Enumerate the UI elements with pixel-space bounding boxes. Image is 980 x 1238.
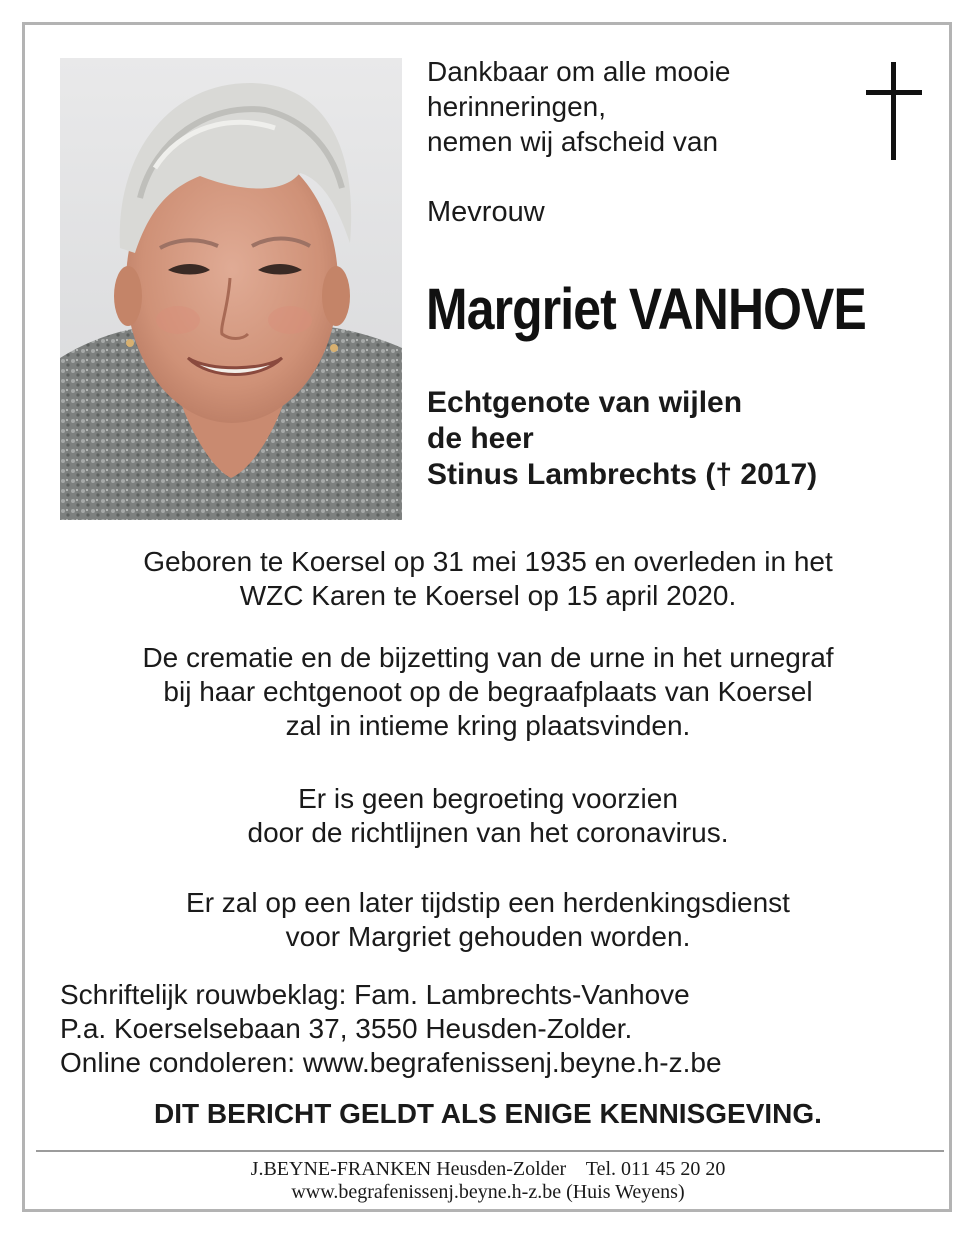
contact-line: P.a. Koerselsebaan 37, 3550 Heusden-Zolder. xyxy=(60,1013,633,1044)
sole-notice: DIT BERICHT GELDT ALS ENIGE KENNISGEVING. xyxy=(154,1098,822,1129)
intro-line: herinneringen, xyxy=(427,91,607,122)
paragraph-line: De crematie en de bijzetting van de urne in het urnegraf xyxy=(142,642,834,673)
footer-line: www.begrafenissenj.beyne.h-z.be (Huis Weyens) xyxy=(291,1181,685,1203)
paragraph-line: voor Margriet gehouden worden. xyxy=(285,921,691,952)
paragraph-line: WZC Karen te Koersel op 15 april 2020. xyxy=(239,580,737,611)
latin-cross-icon xyxy=(866,62,922,160)
contact-line: Online condoleren: www.begrafenissenj.beyne.h-z.be xyxy=(60,1047,722,1078)
no-greeting-paragraph xyxy=(40,782,936,850)
honorific: Mevrouw xyxy=(427,196,545,228)
spouse-info xyxy=(427,385,817,493)
funeral-home-footer xyxy=(40,1158,936,1204)
paragraph-line: bij haar echtgenoot op de begraafplaats van Koersel xyxy=(163,676,813,707)
birth-death-paragraph xyxy=(40,545,936,613)
paragraph-line: Er is geen begroeting voorzien xyxy=(298,783,678,814)
paragraph-line: zal in intieme kring plaatsvinden. xyxy=(285,710,691,741)
paragraph-line: Er zal op een later tijdstip een herdenkingsdienst xyxy=(186,887,790,918)
intro-line: nemen wij afscheid van xyxy=(427,126,719,157)
spouse-line: de heer xyxy=(427,422,534,455)
contact-block xyxy=(60,978,722,1080)
paragraph-line: Geboren te Koersel op 31 mei 1935 en overleden in het xyxy=(143,546,833,577)
deceased-name: Margriet VANHOVE xyxy=(426,277,866,342)
contact-line: Schriftelijk rouwbeklag: Fam. Lambrechts-Vanhove xyxy=(60,979,690,1010)
intro-line: Dankbaar om alle mooie xyxy=(427,56,731,87)
opening-sentence xyxy=(427,54,847,159)
cremation-paragraph xyxy=(40,641,936,743)
spouse-line: Stinus Lambrechts († 2017) xyxy=(427,458,818,491)
paragraph-line: door de richtlijnen van het coronavirus. xyxy=(247,817,729,848)
footer-line: J.BEYNE-FRANKEN Heusden-Zolder Tel. 011 45 20 20 xyxy=(250,1158,726,1180)
portrait-photo xyxy=(60,58,402,520)
footer-divider xyxy=(36,1150,944,1152)
memorial-paragraph xyxy=(40,886,936,954)
spouse-line: Echtgenote van wijlen xyxy=(427,386,743,419)
